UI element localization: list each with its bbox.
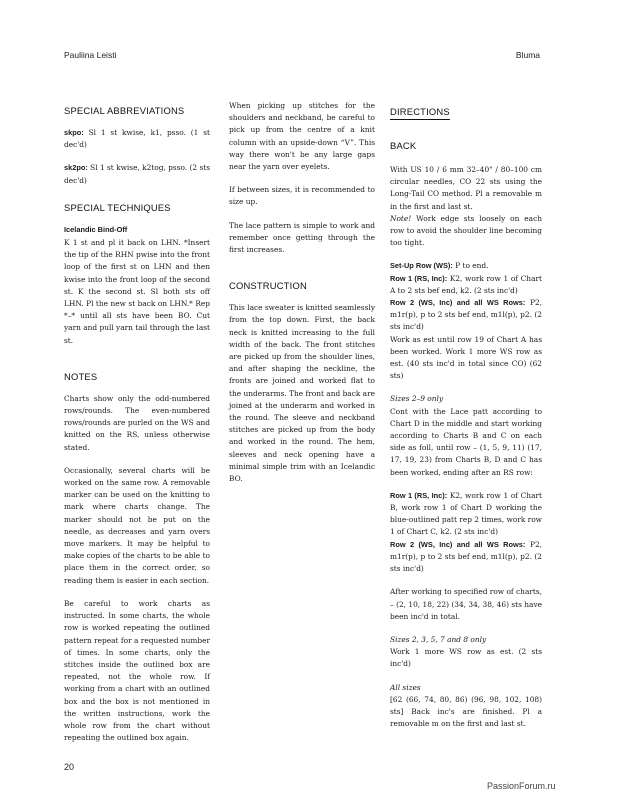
- row-1: [390, 273, 542, 297]
- column-right: [390, 100, 542, 730]
- skpo-definition: Sl 1 st kwise, k1, psso. (1 st dec'd): [64, 128, 210, 150]
- bindoff-subheading: [64, 224, 210, 236]
- sk2po-term: sk2po:: [64, 163, 88, 173]
- row-2b-label: Row 2 (WS, Inc) and all WS Rows:: [390, 539, 526, 549]
- lace-charts-paragraph: Cont with the Lace patt according to Chart D in the middle and start working according to Charts B and C on each side as foll, until row – (1, 5, 9, 11) (17, 17, 19, 23) from Charts B, D and C has been worked, ending after an RS row:: [390, 406, 542, 477]
- pattern-title: Bluma: [515, 50, 540, 60]
- row-2b-text: P2, m1r(p), p to 2 sts bef end, m1l(p), p2. (2 sts inc'd): [390, 539, 543, 574]
- notes-paragraph-2: Occasionally, several charts will be worked on the same row. A removable marker can be used on the knitting to mark where charts change. The marker should not be put on the needle, as decreases and yarn overs move markers. It may be helpful to make copies of the charts to be able to place them in the correct order, so reading them is easier in each section.: [64, 465, 210, 585]
- pickup-paragraph: When picking up stitches for the shoulders and neckband, be careful to pick up from the centre of a knit column with an upside-down “V”. This way there won't be any large gaps near the yarn over eyelets.: [229, 101, 375, 172]
- note-text: Work edge sts loosely on each row to avoid the shoulder line becoming too tight.: [390, 213, 542, 248]
- abbreviations-heading: SPECIAL ABBREVIATIONS: [64, 105, 185, 116]
- construction-paragraph: This lace sweater is knitted seamlessly from the top down. First, the back neck is knitted increasing to the full width of the back. The front stitches are picked up from the shoulder lines, and after shaping the neckline, the fronts are joined and worked flat to the underarms. The front and back are joined at the underarm and worked in the round. The sleeve and neckband stitches are picked up from the body and worked in the round. The hem, sleeves and neck opening have a minimal simple trim with an Icelandic BO.: [229, 303, 375, 484]
- bindoff-instructions: K 1 st and pl it back on LHN. *Insert the tip of the RHN pwise into the front loop of the first st on LHN and then kwise into the front loop of the second st. K the second st. Sl both sts off LHN. Pl the new st back on LHN.* Rep *–* until all sts have been BO. Cut yarn and pull yarn tail through the last st.: [64, 238, 211, 345]
- sizing-paragraph: If between sizes, it is recommended to size up.: [229, 185, 375, 207]
- notes-paragraph-3: Be careful to work charts as instructed. In some charts, the whole row is worked repeating the outlined pattern repeat for a requested number of times. In some charts, only the stitches inside the outlined box are repeated, not the whole row. If working from a chart with an outlined box and the box is not mentioned in the written instructions, work the whole row from the chart without repeating the outlined box again.: [64, 598, 210, 743]
- sizes-2-9-label: Sizes 2–9 only: [390, 394, 444, 404]
- author-name: Pauliina Leisti: [64, 50, 117, 60]
- increases-paragraph: After working to specified row of charts, – (2, 10, 18, 22) (34, 34, 38, 46) sts have been inc'd in total.: [390, 587, 542, 621]
- row-1b-label: Row 1 (RS, Inc):: [390, 490, 448, 500]
- watermark: PassionForum.ru: [487, 781, 556, 791]
- row-1b: [390, 490, 542, 539]
- directions-heading: DIRECTIONS: [390, 106, 450, 120]
- notes-heading: NOTES: [64, 370, 98, 382]
- row-2: [390, 297, 542, 334]
- row-1-text: K2, work row 1 of Chart A to 2 sts bef end, k2. (2 sts inc'd): [390, 273, 542, 295]
- skpo-term: skpo:: [64, 128, 84, 137]
- work-as-est-paragraph: Work as est until row 19 of Chart A has been worked. Work 1 more WS row as est. (40 sts inc'd in total since CO) (62 sts): [390, 334, 542, 381]
- abbr-skpo: [64, 127, 210, 151]
- column-left: [64, 100, 210, 744]
- page-number: 20: [64, 762, 75, 772]
- techniques-heading: SPECIAL TECHNIQUES: [64, 201, 171, 213]
- sk2po-definition: Sl 1 st kwise, k2tog, psso. (2 sts dec'd): [64, 163, 211, 185]
- bindoff-title: Icelandic Bind-Off: [64, 224, 128, 234]
- row-2-text: P2, m1r(p), p to 2 sts bef end, m1l(p), p2. (2 sts inc'd): [390, 298, 543, 332]
- row-1b-text: K2, work row 1 of Chart B, work row 1 of Chart D working the blue-outlined patt rep 2 times, work row 1 of Chart C, k2. (2 sts inc'd): [390, 490, 542, 537]
- column-middle: [229, 100, 375, 485]
- extra-ws-row-paragraph: Work 1 more WS row as est. (2 sts inc'd): [390, 647, 542, 669]
- back-finished-paragraph: [62 (66, 74, 80, 86) (96, 98, 102, 108) sts] Back inc's are finished. Pl a removable m on the first and last st.: [390, 694, 542, 729]
- row-2b: [390, 539, 542, 576]
- setup-row: [390, 260, 542, 272]
- row-2-label: Row 2 (WS, Inc) and all WS Rows:: [390, 298, 526, 308]
- setup-row-text: P to end.: [452, 261, 489, 271]
- setup-row-label: Set-Up Row (WS):: [390, 261, 453, 271]
- construction-heading: CONSTRUCTION: [229, 280, 307, 292]
- cast-on-paragraph: With US 10 / 6 mm 32–40" / 80–100 cm circular needles, CO 22 sts using the Long-Tail CO method. Pl a removable m in the first and last st.: [390, 165, 542, 211]
- abbr-sk2po: [64, 162, 210, 186]
- lace-paragraph: The lace pattern is simple to work and remember once getting through the first increases.: [229, 220, 375, 255]
- notes-paragraph-1: Charts show only the odd-numbered rows/rounds. The even-numbered rows/rounds are purled on the WS and knitted on the RS, unless otherwise stated.: [64, 393, 210, 452]
- all-sizes-label: All sizes: [390, 682, 421, 692]
- back-heading: BACK: [390, 140, 417, 151]
- note-label: Note!: [390, 213, 412, 223]
- sizes-only-label: Sizes 2, 3, 5, 7 and 8 only: [390, 634, 487, 644]
- note-paragraph: [390, 213, 542, 250]
- row-1-label: Row 1 (RS, Inc):: [390, 273, 448, 283]
